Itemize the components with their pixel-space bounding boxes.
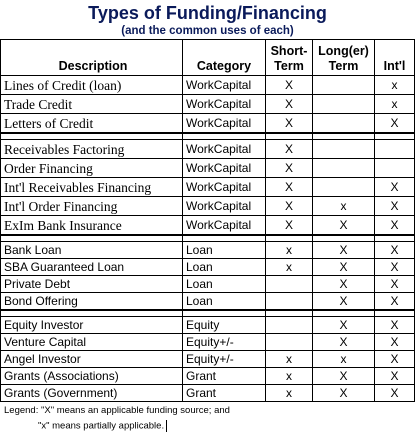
intl-cell [375, 140, 415, 159]
text-cursor [166, 420, 167, 432]
short-term-cell: x [266, 259, 313, 276]
category-cell: Equity+/- [183, 351, 266, 368]
description-cell: ExIm Bank Insurance [1, 216, 183, 236]
category-cell: Equity [183, 317, 266, 334]
table-row [1, 242, 415, 259]
short-term-cell: X [266, 114, 313, 134]
page-subtitle: (and the common uses of each) [121, 25, 294, 37]
legend-line-2 [4, 420, 167, 433]
long-term-cell: x [313, 351, 375, 368]
intl-cell: X [375, 368, 415, 385]
short-term-cell: X [266, 76, 313, 95]
intl-cell: X [375, 114, 415, 134]
category-cell: Grant [183, 368, 266, 385]
table-row [1, 114, 415, 134]
category-cell: Loan [183, 242, 266, 259]
description-cell: Trade Credit [1, 95, 183, 114]
category-cell: WorkCapital [183, 114, 266, 134]
header-description: Description [1, 40, 183, 76]
intl-cell [375, 159, 415, 178]
intl-cell: X [375, 385, 415, 402]
long-term-cell: x [313, 197, 375, 216]
long-term-cell: X [313, 334, 375, 351]
description-cell: Grants (Associations) [1, 368, 183, 385]
short-term-cell: x [266, 368, 313, 385]
table-row [1, 368, 415, 385]
header-intl: Int'l [375, 40, 415, 76]
funding-table [0, 39, 415, 402]
category-cell: Loan [183, 276, 266, 293]
category-cell: WorkCapital [183, 140, 266, 159]
short-term-cell: x [266, 351, 313, 368]
header-category: Category [183, 40, 266, 76]
table-row [1, 76, 415, 95]
short-term-cell [266, 334, 313, 351]
intl-cell: X [375, 351, 415, 368]
long-term-cell: X [313, 216, 375, 236]
description-cell: Equity Investor [1, 317, 183, 334]
page-title: Types of Funding/Financing [88, 3, 327, 23]
category-cell: Grant [183, 385, 266, 402]
description-cell: Int'l Receivables Financing [1, 178, 183, 197]
description-cell: Angel Investor [1, 351, 183, 368]
table-row [1, 197, 415, 216]
category-cell: WorkCapital [183, 197, 266, 216]
description-cell: Venture Capital [1, 334, 183, 351]
table-row [1, 385, 415, 402]
category-cell: WorkCapital [183, 159, 266, 178]
category-cell: WorkCapital [183, 178, 266, 197]
intl-cell: X [375, 276, 415, 293]
long-term-cell [313, 114, 375, 134]
short-term-cell [266, 317, 313, 334]
table-row [1, 140, 415, 159]
category-cell: Loan [183, 293, 266, 311]
category-cell: Loan [183, 259, 266, 276]
description-cell: Lines of Credit (loan) [1, 76, 183, 95]
description-cell: Receivables Factoring [1, 140, 183, 159]
intl-cell: X [375, 216, 415, 236]
description-cell: Int'l Order Financing [1, 197, 183, 216]
legend-line-1: Legend: "X" means an applicable funding source; and [4, 405, 230, 416]
intl-cell: X [375, 178, 415, 197]
description-cell: Bond Offering [1, 293, 183, 311]
table-row [1, 178, 415, 197]
long-term-cell: X [313, 317, 375, 334]
long-term-cell [313, 140, 375, 159]
category-cell: Equity+/- [183, 334, 266, 351]
intl-cell: X [375, 334, 415, 351]
long-term-cell: X [313, 385, 375, 402]
table-row [1, 334, 415, 351]
category-cell: WorkCapital [183, 216, 266, 236]
table-row [1, 276, 415, 293]
description-cell: Order Financing [1, 159, 183, 178]
short-term-cell: x [266, 242, 313, 259]
legend-line-2-text: "x" means partially applicable. [38, 420, 165, 432]
short-term-cell: X [266, 216, 313, 236]
description-cell: SBA Guaranteed Loan [1, 259, 183, 276]
description-cell: Grants (Government) [1, 385, 183, 402]
short-term-cell [266, 276, 313, 293]
long-term-cell [313, 159, 375, 178]
long-term-cell: X [313, 276, 375, 293]
intl-cell: X [375, 197, 415, 216]
table-row [1, 216, 415, 236]
long-term-cell: X [313, 259, 375, 276]
table-row [1, 293, 415, 311]
long-term-cell: X [313, 368, 375, 385]
short-term-cell: X [266, 140, 313, 159]
short-term-cell [266, 293, 313, 311]
intl-cell: X [375, 317, 415, 334]
long-term-cell [313, 178, 375, 197]
header-long-term-label: Long(er) Term [318, 44, 369, 73]
header-long-term [313, 40, 375, 76]
short-term-cell: X [266, 178, 313, 197]
long-term-cell [313, 76, 375, 95]
table-row [1, 159, 415, 178]
table-row [1, 95, 415, 114]
long-term-cell: X [313, 242, 375, 259]
intl-cell: X [375, 242, 415, 259]
table-row [1, 351, 415, 368]
category-cell: WorkCapital [183, 95, 266, 114]
intl-cell: X [375, 293, 415, 311]
category-cell: WorkCapital [183, 76, 266, 95]
long-term-cell [313, 95, 375, 114]
intl-cell: x [375, 95, 415, 114]
long-term-cell: X [313, 293, 375, 311]
intl-cell: X [375, 259, 415, 276]
short-term-cell: X [266, 197, 313, 216]
header-short-term [266, 40, 313, 76]
header-short-term-label: Short- Term [270, 44, 308, 73]
description-cell: Private Debt [1, 276, 183, 293]
description-cell: Bank Loan [1, 242, 183, 259]
table-row [1, 317, 415, 334]
short-term-cell: x [266, 385, 313, 402]
intl-cell: x [375, 76, 415, 95]
table-header-row [1, 40, 415, 76]
short-term-cell: X [266, 159, 313, 178]
short-term-cell: X [266, 95, 313, 114]
table-row [1, 259, 415, 276]
description-cell: Letters of Credit [1, 114, 183, 134]
